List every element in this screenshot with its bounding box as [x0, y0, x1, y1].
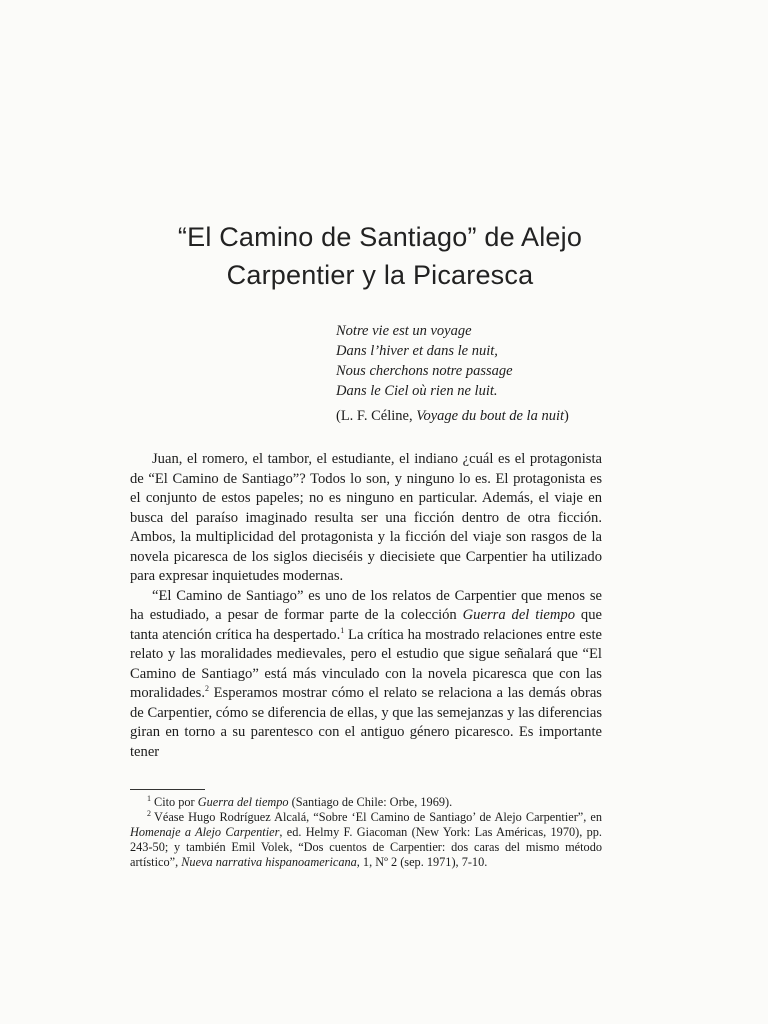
- article-body: [130, 450, 602, 762]
- footnote-ref-2: 2: [204, 684, 209, 694]
- body-paragraph-2: [130, 587, 602, 763]
- footnote-1-text-b: (Santiago de Chile: Orbe, 1969).: [288, 795, 453, 809]
- epigraph: [336, 321, 636, 401]
- footnote-divider: [130, 789, 205, 790]
- p2-text-a: “El Camino de Santiago” es uno de los relatos de Carpentier que menos se ha estudiado, a pesar de formar parte de la colección: [130, 587, 602, 623]
- footnote-1-text-a: Cito por: [154, 795, 198, 809]
- article-title: [100, 218, 660, 294]
- footnote-2-text-c: , 1, Nº 2 (sep. 1971), 7-10.: [356, 855, 488, 869]
- body-paragraph-1: Juan, el romero, el tambor, el estudiante, el indiano ¿cuál es el protagonista de “El Camino de Santiago”? Todos lo son, y ninguno lo es. El protagonista es el conjunto de estos papeles; no es ninguno en particular. Además, el viaje en busca del paraíso imaginado resulta ser una ficción dentro de otra ficción. Ambos, la multiplicidad del protagonista y la ficción del viaje son rasgos de la novela picaresca de los siglos dieciséis y diecisiete que Carpentier ha utilizado para expresar inquietudes modernas.: [130, 451, 602, 584]
- footnote-ref-1: 1: [340, 625, 345, 635]
- footnote-2-work-title-2: Nueva narrativa hispanoamericana: [181, 855, 357, 869]
- epigraph-line: Dans le Ciel où rien ne luit.: [336, 383, 498, 399]
- p2-text-b: que tanta atención crítica ha despertado.: [130, 607, 602, 643]
- footnote-1: [130, 795, 602, 810]
- p2-work-title: Guerra del tiempo: [462, 607, 575, 623]
- citation-suffix: ): [564, 408, 569, 424]
- citation-work-title: Voyage du bout de la nuit: [416, 408, 564, 424]
- footnote-1-work-title: Guerra del tiempo: [197, 795, 289, 809]
- epigraph-line: Dans l’hiver et dans le nuit,: [336, 343, 498, 359]
- footnote-2-text-a: Véase Hugo Rodríguez Alcalá, “Sobre ‘El Camino de Santiago’ de Alejo Carpentier”, en: [154, 810, 602, 824]
- epigraph-line: Notre vie est un voyage: [336, 323, 472, 339]
- epigraph-line: Nous cherchons notre passage: [336, 363, 513, 379]
- footnote-2-mark: 2: [147, 808, 151, 818]
- p2-text-d: Esperamos mostrar cómo el relato se relaciona a las demás obras de Carpentier, cómo se diferencia de ellas, y que las semejanzas y las diferencias giran en torno a su parentesco con el antiguo género picaresco. Es importante tener: [130, 685, 602, 760]
- footnote-2: [130, 810, 602, 870]
- p2-text-c: La crítica ha mostrado relaciones entre este relato y las moralidades medievales, pero el estudio que sigue señalará que “El Camino de Santiago” está más vinculado con la novela picaresca que con las moralidades.: [130, 626, 602, 701]
- citation-prefix: (L. F. Céline,: [336, 408, 417, 424]
- footnote-2-work-title-1: Homenaje a Alejo Carpentier: [130, 825, 280, 839]
- footnotes: [130, 795, 602, 870]
- footnote-1-mark: 1: [147, 793, 151, 803]
- footnote-2-text-b: , ed. Helmy F. Giacoman (New York: Las Américas, 1970), pp. 243-50; y también Emil Volek, “Dos cuentos de Carpentier: dos caras del mismo método artístico”,: [130, 825, 602, 869]
- title-line-2: Carpentier y la Picaresca: [226, 260, 534, 290]
- epigraph-citation: [336, 408, 636, 425]
- title-line-1: “El Camino de Santiago” de Alejo: [177, 222, 583, 252]
